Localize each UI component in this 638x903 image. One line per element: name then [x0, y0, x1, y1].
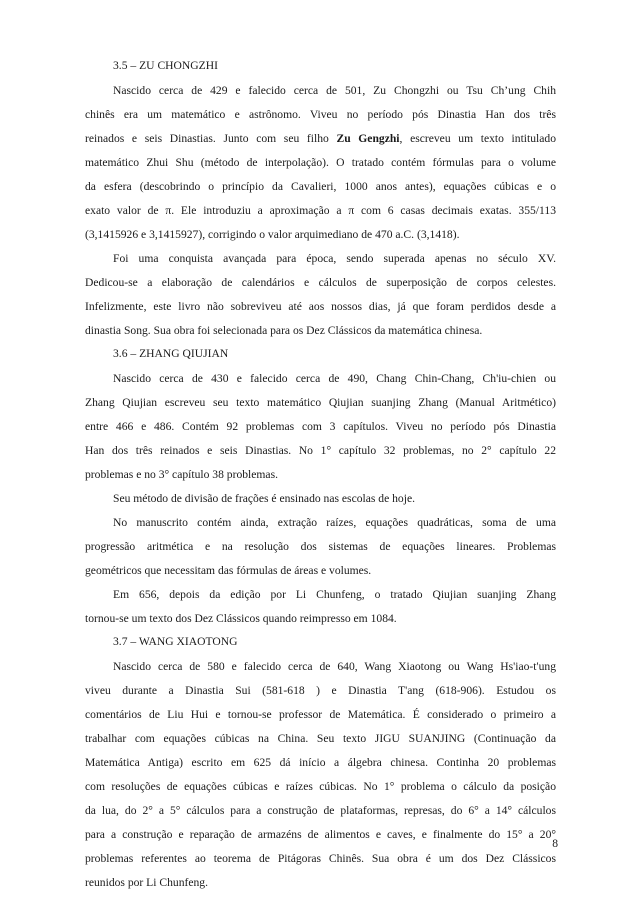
paragraph-line: problemas referentes ao teorema de Pitágoras Chinês. Sua obra é um dos Dez Clássicos	[85, 852, 556, 865]
paragraph-line: reunidos por Li Chunfeng.	[85, 876, 209, 889]
paragraph-text: reinados e seis Dinastias. Junto com seu filho	[85, 132, 329, 145]
paragraph-line: Infelizmente, este livro não sobreviveu até aos nossos dias, já que foram perdidos desde a	[85, 300, 556, 313]
paragraph-line: dinastia Song. Sua obra foi selecionada para os Dez Clássicos da matemática chinesa.	[85, 324, 483, 337]
paragraph-line: Nascido cerca de 580 e falecido cerca de 640, Wang Xiaotong ou Wang Hs'iao-t'ung	[113, 660, 556, 673]
paragraph-line: Em 656, depois da edição por Li Chunfeng, o tratado Qiujian suanjing Zhang	[113, 588, 556, 601]
paragraph-line: exato valor de π. Ele introduziu a aproximação a π com 6 casas decimais exatas. 355/113	[85, 204, 556, 217]
paragraph-text: , escreveu um texto intitulado	[399, 132, 556, 145]
paragraph-line: No manuscrito contém ainda, extração raízes, equações quadráticas, soma de uma	[113, 516, 556, 529]
paragraph-line: Han dos três reinados e seis Dinastias. No 1° capítulo 32 problemas, no 2° capítulo 22	[85, 444, 556, 457]
paragraph-line: Foi uma conquista avançada para época, sendo superada apenas no século XV.	[113, 252, 556, 265]
paragraph-line: geométricos que necessitam das fórmulas de áreas e volumes.	[85, 564, 372, 577]
paragraph-line: Nascido cerca de 430 e falecido cerca de 490, Chang Chin-Chang, Ch'iu-chien ou	[113, 372, 556, 385]
section-heading-zhang-qiujian: 3.6 – ZHANG QIUJIAN	[113, 347, 229, 360]
paragraph-line: tornou-se um texto dos Dez Clássicos quando reimpresso em 1084.	[85, 612, 397, 625]
paragraph-line: para a construção e reparação de armazéns de alimentos e caves, e finalmente do 15° a 20°	[85, 828, 556, 841]
paragraph-line: viveu durante a Dinastia Sui (581-618 ) e Dinastia T'ang (618-906). Estudou os	[85, 684, 556, 697]
paragraph-line: Zhang Qiujian escreveu seu texto matemático Qiujian suanjing Zhang (Manual Aritmético)	[85, 396, 556, 409]
paragraph-line: Matemática Antiga) escrito em 625 dá início a álgebra chinesa. Continha 20 problemas	[85, 756, 556, 769]
paragraph-line: Seu método de divisão de frações é ensinado nas escolas de hoje.	[113, 492, 415, 505]
paragraph-line: da lua, do 2° a 5° cálculos para a construção de plataformas, represas, do 6° a 14° cálculos	[85, 804, 556, 817]
paragraph-line: entre 466 e 486. Contém 92 problemas com 3 capítulos. Viveu no período pós Dinastia	[85, 420, 556, 433]
paragraph-line: com resoluções de equações cúbicas e raízes cúbicas. No 1° problema o cálculo da posição	[85, 780, 556, 793]
paragraph-line: Nascido cerca de 429 e falecido cerca de 501, Zu Chongzhi ou Tsu Ch’ung Chih	[113, 84, 556, 97]
section-heading-zu-chongzhi: 3.5 – ZU CHONGZHI	[113, 59, 218, 72]
paragraph-line: da esfera (descobrindo o princípio da Cavalieri, 1000 anos antes), equações cúbicas e o	[85, 180, 556, 193]
paragraph-line: Dedicou-se a elaboração de calendários e cálculos de superposição de corpos celestes.	[85, 276, 556, 289]
paragraph-line: progressão aritmética e na resolução dos sistemas de equações lineares. Problemas	[85, 540, 556, 553]
page-number: 8	[552, 837, 558, 850]
paragraph-line: (3,1415926 e 3,1415927), corrigindo o valor arquimediano de 470 a.C. (3,1418).	[85, 228, 460, 241]
section-heading-wang-xiaotong: 3.7 – WANG XIAOTONG	[113, 635, 238, 648]
paragraph-line	[85, 131, 556, 146]
paragraph-line: chinês era um matemático e astrônomo. Viveu no período pós Dinastia Han dos três	[85, 108, 556, 121]
paragraph-line: comentários de Liu Hui e tornou-se professor de Matemática. É considerado o primeiro a	[85, 708, 556, 721]
paragraph-line: trabalhar com equações cúbicas na China. Seu texto JIGU SUANJING (Continuação da	[85, 732, 556, 745]
paragraph-line: problemas e no 3° capítulo 38 problemas.	[85, 468, 278, 481]
paragraph-line: matemático Zhui Shu (método de interpolação). O tratado contém fórmulas para o volume	[85, 156, 556, 169]
bold-name-zu-gengzhi: Zu Gengzhi	[336, 132, 400, 145]
